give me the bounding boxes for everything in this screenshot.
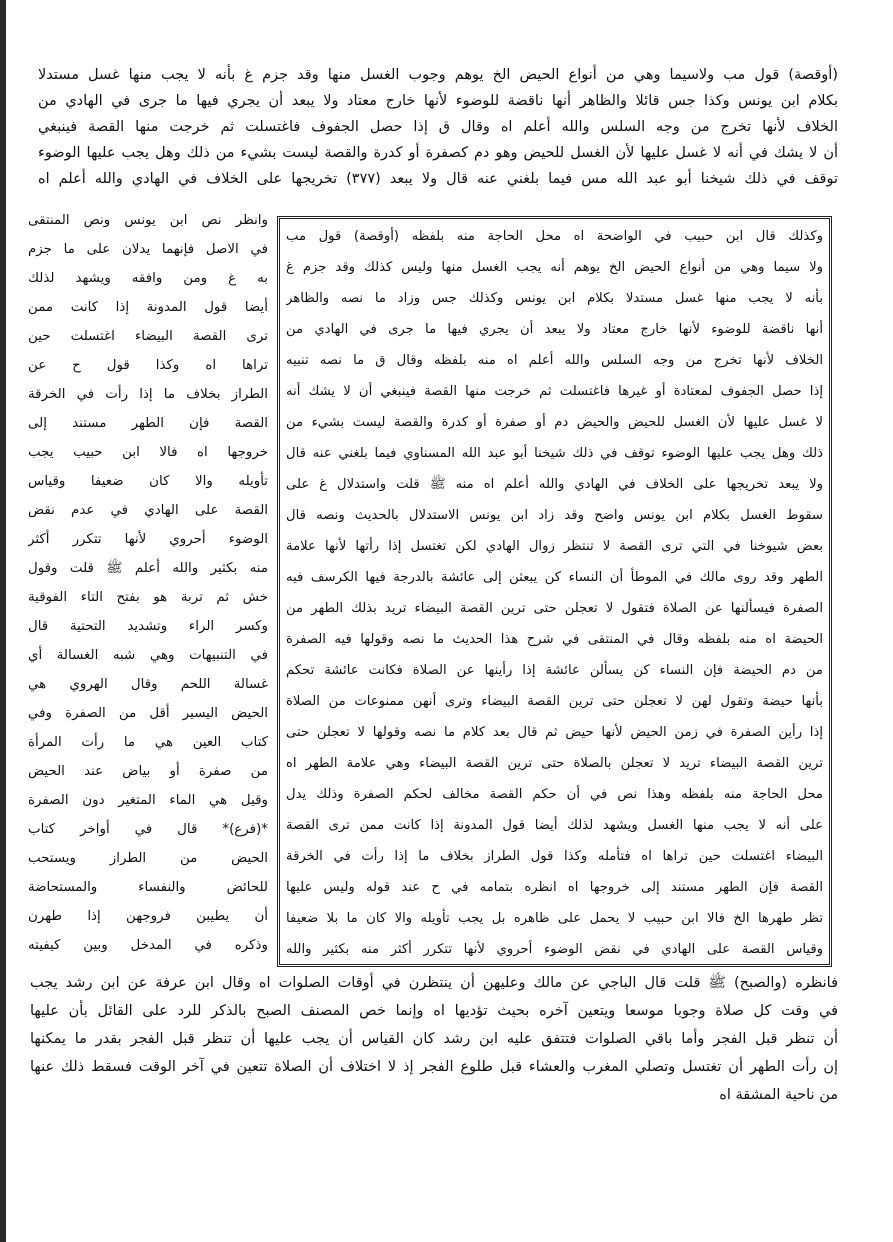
- text-line: محل الحاجة منه بلفظه وهذا نص في أن حكم القصة مخالف لحكم الصفرة وذلك يدل: [286, 787, 823, 802]
- text-line: للحائض والنفساء والمستحاضة: [28, 880, 268, 895]
- text-line: خش ثم تربة هو بفتح التاء الفوقية: [28, 590, 268, 605]
- text-line: إذا حصل الجفوف لمعتادة أو غيرها فاغتسلت ثم خرجت منها القصة فينبغي أن لا يشك أنه: [286, 384, 823, 399]
- text-line: الخلاف لأنها تخرج من وجه السلس والله أعلم اه وقال ق إذا حصل الجفوف فاغتسلت ثم خرجت منها القصة فينبغي: [38, 119, 838, 135]
- text-line: منه بكثير والله أعلم ﷺ قلت وقول: [28, 561, 268, 576]
- text-line: بعض شيوخنا في التي ترى القصة لا تنتظر زوال الهادي لكن تغتسل إذا رأتها لأنها علامة: [286, 539, 823, 554]
- text-line: الوضوء أحروي لأنها تتكرر أكثر: [28, 532, 268, 547]
- text-line: بأنه لا يجب منها غسل مستدلا بكلام ابن يونس وكذلك جس وزاد ما نصه والظاهر: [286, 291, 823, 306]
- text-line: ولا يبعد تخريجها على الخلاف في الهادي والله أعلم اه منه ﷺ قلت واستدلال غ على: [286, 477, 823, 492]
- text-line: القصة فإن الطهر مستند إلى خروجها اه انظره بتمامه في ح عند قوله وليس عليها: [286, 880, 823, 895]
- text-line: في وقت كل صلاة وجوبا موسعا ويتعين آخره بحيث تؤديها اه وإنما خص المصنف الصبح بالذكر للرد على القائل بأن عليها: [30, 1003, 838, 1019]
- text-line: من دم الحيضة فإن النساء كن يسألن عائشة إذا رأينها عن الصلاة فكانت عائشة تحكم: [286, 663, 823, 678]
- text-line: القصة فإن الطهر مستند إلى: [28, 416, 268, 431]
- text-line: الحيض من الطراز ويستحب: [28, 851, 268, 866]
- text-line: القصة على الهادي في عدم نقض: [28, 503, 268, 518]
- text-line: بكلام ابن يونس وكذا جس قائلا والظاهر أنها ناقضة للوضوء لأنها خارج معتاد ولا يبعد أن يجري فيها ما جرى في الهادي من: [38, 93, 838, 109]
- text-line: لا غسل عليها لأن الغسل للحيض والحيض دم أو صفرة أو كدرة والقصة ليست بشيء من: [286, 415, 823, 430]
- text-line: ذلك وهل يجب عليها الوضوء توقف في ذلك شيخنا أبو عبد الله المسناوي فيما بلغني عنه قال: [286, 446, 823, 461]
- text-line: وقيل هي الماء المتغير دون الصفرة: [28, 793, 268, 808]
- text-line: (أوقصة) قول مب ولاسيما وهي من أنواع الحيض الخ يوهم وجوب الغسل منها وقد جزم غ بأنه لا يجب منها غسل مستدلا: [38, 67, 838, 83]
- text-line: تراها اه وكذا قول ح عن: [28, 358, 268, 373]
- text-line: سقوط الغسل بكلام ابن يونس واضح وقد زاد ابن يونس الاستدلال بالحديث ونصه قال: [286, 508, 823, 523]
- text-line: وانظر نص ابن يونس ونص المنتقى: [28, 213, 268, 228]
- text-line: غسالة اللحم وقال الهروي هي: [28, 677, 268, 692]
- text-line: خروجها اه فالا ابن حبيب يجب: [28, 445, 268, 460]
- text-line: الصفرة فيسألنها عن الصلاة فتقول لا تعجلن حتى ترين القصة البيضاء تريد بذلك الطهر من: [286, 601, 823, 616]
- text-line: الحيضة اه منه بلفظه وقال في المنتقى في شرح هذا الحديث ما نصه وقولها فيه الصفرة: [286, 632, 823, 647]
- text-line: إن رأت الطهر أن تغتسل وتصلي المغرب والعشاء قبل طلوع الفجر إذ لا اختلاف أن الصلاة تتعين في آخر الوقت فسقط ذلك عنها: [30, 1059, 838, 1075]
- text-line: أن يطيبن فروجهن إذا طهرن: [28, 909, 268, 924]
- text-line: على أنه لا يجب منها الغسل ويشهد لذلك أيضا قول المدونة إذا كانت ممن ترى القصة: [286, 818, 823, 833]
- text-line: ترى القصة البيضاء اغتسلت حين: [28, 329, 268, 344]
- text-line: وقياس القصة على الهادي في نقض الوضوء أحروي لأنها تتكرر أكثر منه بكثير والله: [286, 942, 823, 957]
- text-line: كتاب العين هي ما رأت المرأة: [28, 735, 268, 750]
- text-line: تأويله والا كان ضعيفا وقياس: [28, 474, 268, 489]
- text-line: أن لا يشك في أنه لا غسل عليها لأن الغسل للحيض وهو دم كصفرة أو كدرة والقصة ليست بشيء من ذلك وهل يجب عليها الوضوء: [38, 145, 838, 161]
- text-line: ترين القصة البيضاء تريد لا تعجلن بالصلاة حتى ترين القصة البيضاء وهي علامة الطهر اه: [286, 756, 823, 771]
- text-line: الطهر وقد روى مالك في الموطأ أن النساء كن يبعثن إلى عائشة بالدرجة فيها الكرسف فيه: [286, 570, 823, 585]
- text-line: *(فرع)* قال في أواخر كتاب: [28, 822, 268, 837]
- text-line: الحيض اليسير أقل من الصفرة وفي: [28, 706, 268, 721]
- text-line: وذكره في المدخل وبين كيفيته: [28, 938, 268, 953]
- text-line: توقف في ذلك شيخنا أبو عبد الله مس فيما بلغني عنه قال ولا يبعد (٣٧٧) تخريجها على الخلاف في الهادي والله أعلم اه: [38, 171, 838, 187]
- text-line: أنها ناقضة للوضوء لأنها خارج معتاد ولا يبعد أن يجري فيها ما جرى في الهادي من: [286, 322, 823, 337]
- text-line: وكسر الراء وتشديد التحتية قال: [28, 619, 268, 634]
- text-line: في الاصل فإنهما يدلان على ما جزم: [28, 242, 268, 257]
- text-line: من ناحية المشقة اه: [719, 1087, 838, 1103]
- text-line: الطراز بخلاف ما إذا رأت في الخرقة: [28, 387, 268, 402]
- text-line: الخلاف لأنها تخرج من وجه السلس والله أعلم اه منه بلفظه وقال ق ما نصه تنبيه: [286, 353, 823, 368]
- text-line: البيضاء اغتسلت حين تراها اه فتأمله وكذا قول الطراز بخلاف ما إذا رأت في الخرقة: [286, 849, 823, 864]
- text-line: فانظره (والصبح) ﷺ قلت قال الباجي عن مالك وعليهن أن ينتظرن في أوقات الصلوات اه وقال ابن عرفة عن ابن رشد يجب: [30, 975, 838, 991]
- text-line: تظر طهرها الخ فالا ابن حبيب لا يحمل على ظاهره بل يجب تأويله والا كان ما بلا ضعيفا: [286, 911, 823, 926]
- text-line: من صفرة أو بياض عند الحيض: [28, 764, 268, 779]
- text-line: في التنبيهات وهي شبه الغسالة أي: [28, 648, 268, 663]
- text-line: أيضا قول المدونة إذا كانت ممن: [28, 300, 268, 315]
- text-line: وكذلك قال ابن حبيب في الواضحة اه محل الحاجة منه بلفظه (أوقصة) قول مب: [286, 229, 823, 244]
- text-line: إذا رأين الصفرة في زمن الحيض لأنها حيض ثم قال بعد كلام ما نصه وقولها لا تعجلن حتى: [286, 725, 823, 740]
- text-line: أن تنظر قبل الفجر وأما باقي الصلوات فتتفق عليه ابن رشد كان القياس أن يجب عليها أن تنظر قبل الفجر بقدر ما يمكنها: [30, 1031, 838, 1047]
- text-line: بأنها حيضة وتقول لهن لا تعجلن حتى ترين القصة البيضاء وترى أنهن ممنوعات من الصلاة: [286, 694, 823, 709]
- text-line: به غ ومن وافقه ويشهد لذلك: [28, 271, 268, 286]
- text-line: ولا سيما وهي من أنواع الحيض الخ يوهم أنه يجب الغسل منها وليس كذلك وقد جزم غ: [286, 260, 823, 275]
